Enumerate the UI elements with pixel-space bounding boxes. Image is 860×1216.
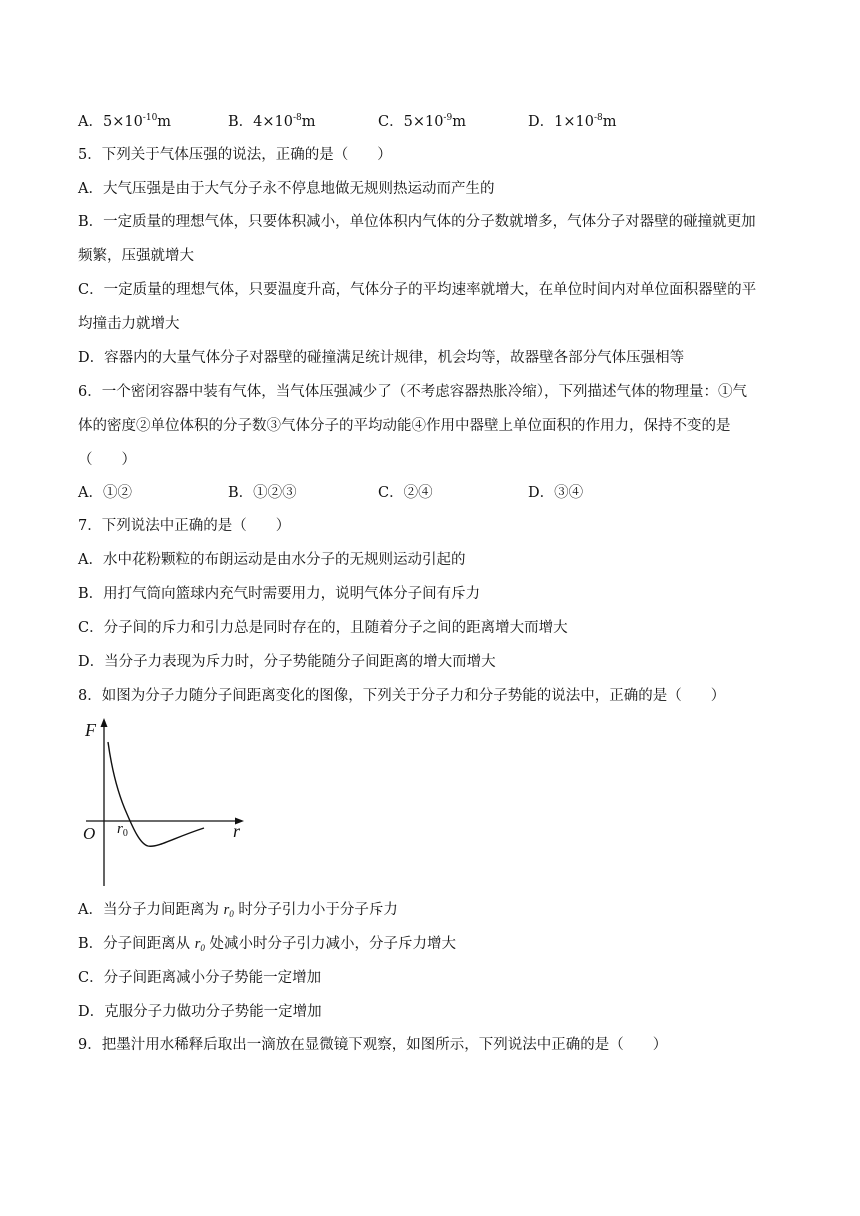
q7-stem: 7．下列说法中正确的是（ ） bbox=[78, 518, 291, 534]
q6-stem-line3: （ ） bbox=[78, 452, 136, 468]
q6-option-b: B．①②③ bbox=[228, 485, 297, 501]
q4-option-d: D．$1\times 10^{-8}m$ bbox=[528, 113, 617, 130]
q8-option-d: D．克服分子力做功分子势能一定增加 bbox=[78, 1004, 322, 1020]
q8-option-a: A．当分子力间距离为 $r_0$ 时分子引力小于分子斥力 bbox=[78, 902, 398, 919]
q6-option-a: A．①② bbox=[78, 485, 132, 501]
q6-stem-line1: 6．一个密闭容器中装有气体，当气体压强减少了（不考虑容器热胀冷缩），下列描述气体的物理量：①气 bbox=[78, 384, 747, 400]
q7-option-a: A．水中花粉颗粒的布朗运动是由水分子的无规则运动引起的 bbox=[78, 552, 466, 568]
q6-stem-line2: 体的密度②单位体积的分子数③气体分子的平均动能④作用中器壁上单位面积的作用力，保持不变的是 bbox=[78, 418, 731, 434]
q7-option-c: C．分子间的斥力和引力总是同时存在的，且随着分子之间的距离增大而增大 bbox=[78, 620, 568, 636]
r0-label: $r_0$ bbox=[117, 821, 128, 839]
q6-option-c: C．②④ bbox=[378, 485, 433, 501]
q5-option-b-line1: B．一定质量的理想气体，只要体积减小，单位体积内气体的分子数就增多，气体分子对器壁的碰撞就更加 bbox=[78, 214, 756, 230]
q4-option-b: B．$4\times 10^{-8}m$ bbox=[228, 113, 316, 130]
q5-option-c-line2: 均撞击力就增大 bbox=[78, 316, 180, 332]
origin-label: O bbox=[83, 824, 96, 843]
q6-option-d: D．③④ bbox=[528, 485, 584, 501]
q5-stem: 5．下列关于气体压强的说法，正确的是（ ） bbox=[78, 147, 392, 163]
q7-option-d: D．当分子力表现为斥力时，分子势能随分子间距离的增大而增大 bbox=[78, 654, 496, 670]
q6-options bbox=[78, 483, 778, 503]
q9-stem: 9．把墨汁用水稀释后取出一滴放在显微镜下观察，如图所示，下列说法中正确的是（ ） bbox=[78, 1037, 668, 1053]
q4-option-a: A．$5\times 10^{-10}m$ bbox=[78, 113, 172, 130]
y-axis-label: F bbox=[85, 720, 96, 740]
q5-option-b-line2: 频繁，压强就增大 bbox=[78, 248, 194, 264]
q8-stem: 8．如图为分子力随分子间距离变化的图像，下列关于分子力和分子势能的说法中，正确的是（ ） bbox=[78, 688, 726, 704]
molecular-force-graph bbox=[78, 716, 258, 888]
y-axis-arrow bbox=[101, 718, 108, 727]
q5-option-d: D．容器内的大量气体分子对器壁的碰撞满足统计规律，机会均等，故器壁各部分气体压强相等 bbox=[78, 350, 685, 366]
x-axis-label: r bbox=[233, 821, 241, 841]
q8-option-c: C．分子间距离减小分子势能一定增加 bbox=[78, 970, 322, 986]
q4-option-c: C．$5\times 10^{-9}m$ bbox=[378, 113, 466, 130]
q5-option-c-line1: C．一定质量的理想气体，只要温度升高，气体分子的平均速率就增大，在单位时间内对单位面积器壁的平 bbox=[78, 282, 757, 298]
q7-option-b: B．用打气筒向篮球内充气时需要用力，说明气体分子间有斥力 bbox=[78, 586, 481, 602]
q5-option-a: A．大气压强是由于大气分子永不停息地做无规则热运动而产生的 bbox=[78, 181, 495, 197]
q8-option-b: B．分子间距离从 $r_0$ 处减小时分子引力减小，分子斥力增大 bbox=[78, 936, 457, 953]
q4-options bbox=[78, 112, 778, 132]
